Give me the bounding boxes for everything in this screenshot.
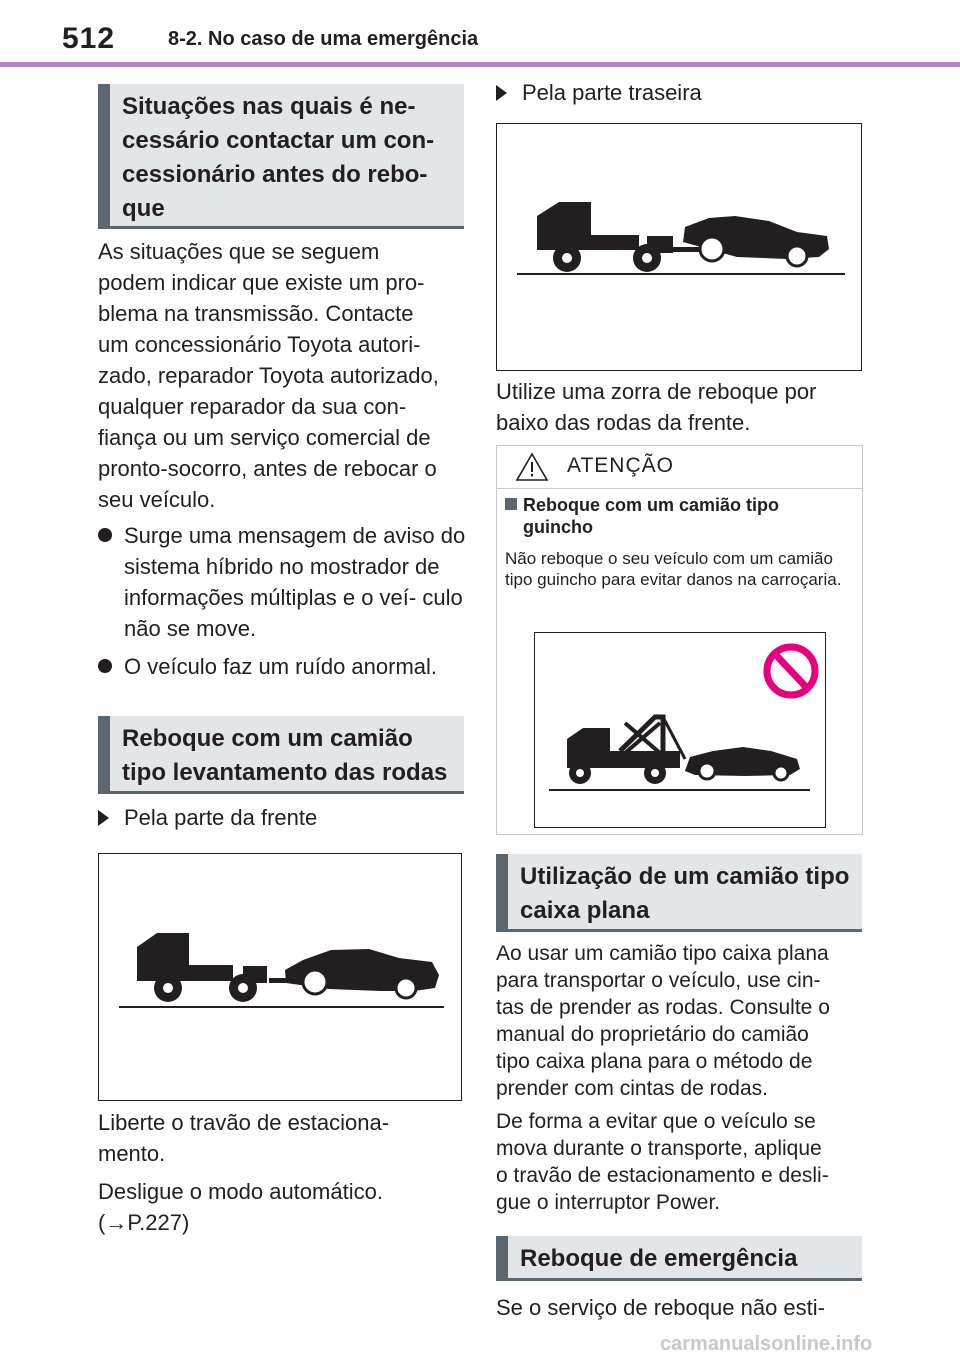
- paragraph-line: tipo caixa plana para o método de: [496, 1050, 813, 1073]
- section-heading-contact-dealer: Situações nas quais é ne- cessário contactar um con- cessionário antes do rebo- que: [98, 84, 464, 229]
- paragraph-line: fiança ou um serviço comercial de: [98, 425, 431, 450]
- front-label: Pela parte da frente: [98, 802, 454, 833]
- chapter-title: 8-2. No caso de uma emergência: [168, 28, 479, 50]
- contact-paragraph: [98, 236, 468, 515]
- paragraph-line: blema na transmissão. Contacte: [98, 301, 414, 326]
- caution-header: [497, 446, 862, 489]
- paragraph-line: para transportar o veículo, use cin-: [496, 969, 821, 992]
- page-number: 512: [62, 22, 116, 55]
- watermark: carmanualsonline.info: [660, 1333, 873, 1355]
- auto-mode-text: Desligue o modo automático.: [98, 1179, 383, 1204]
- caution-text: Não reboque o seu veículo com um camião tipo guincho para evitar danos na carroçaria.: [505, 549, 842, 589]
- caution-subtitle: Reboque com um camião tipo guincho: [505, 494, 843, 538]
- page-reference: (→P.227): [98, 1210, 190, 1235]
- bullet-item-abnormal-noise: O veículo faz um ruído anormal.: [98, 651, 484, 682]
- header-rule: [0, 62, 960, 67]
- caution-box: [496, 445, 863, 835]
- warning-triangle-icon: [515, 452, 549, 482]
- paragraph-line: manual do proprietário do camião: [496, 1023, 809, 1046]
- paragraph-line: gue o interruptor Power.: [496, 1191, 721, 1214]
- paragraph-line: prender com cintas de rodas.: [496, 1077, 768, 1100]
- paragraph-line: mova durante o transporte, aplique: [496, 1137, 822, 1160]
- figure-hook-truck-prohibited: [534, 632, 826, 828]
- section-heading-emergency-tow: Reboque de emergência: [496, 1236, 862, 1281]
- rear-tow-illustration: [497, 124, 861, 370]
- paragraph-line: pronto-socorro, antes de rebocar o: [98, 456, 437, 481]
- emergency-tow-text: Se o serviço de reboque não esti-: [496, 1295, 825, 1320]
- paragraph-line: qualquer reparador da sua con-: [98, 394, 407, 419]
- paragraph-line: um concessionário Toyota autori-: [98, 332, 421, 357]
- paragraph-line: Ao usar um camião tipo caixa plana: [496, 942, 829, 965]
- hook-truck-illustration: [535, 633, 825, 827]
- rear-label: Pela parte traseira: [496, 77, 852, 108]
- bullet-item-warning-message: Surge uma mensagem de aviso do sistema híbrido no mostrador de informações múltiplas e o veí- culo não se move.: [98, 520, 469, 644]
- figure-rear-tow: [496, 123, 862, 371]
- square-bullet-icon: [505, 498, 517, 510]
- paragraph-line: zado, reparador Toyota autorizado,: [98, 363, 439, 388]
- flatbed-paragraph-2: [496, 1108, 866, 1216]
- rear-instructions: Utilize uma zorra de reboque por baixo das rodas da frente.: [496, 379, 817, 435]
- arrow-bullet-icon: [98, 810, 109, 826]
- caution-title: ATENÇÃO: [567, 454, 674, 477]
- paragraph-line: o travão de estacionamento e desli-: [496, 1164, 829, 1187]
- paragraph-line: De forma a evitar que o veículo se: [496, 1110, 816, 1133]
- figure-front-tow: [98, 853, 462, 1101]
- paragraph-line: As situações que se seguem: [98, 239, 380, 264]
- section-heading-wheel-lift: Reboque com um camião tipo levantamento das rodas: [98, 716, 464, 794]
- front-tow-illustration: [99, 854, 461, 1100]
- section-heading-flatbed: Utilização de um camião tipo caixa plana: [496, 854, 862, 932]
- paragraph-line: seu veículo.: [98, 487, 216, 512]
- flatbed-paragraph-1: [496, 940, 866, 1102]
- paragraph-line: tas de prender as rodas. Consulte o: [496, 996, 830, 1019]
- arrow-bullet-icon: [496, 85, 507, 101]
- release-brake-text: Liberte o travão de estaciona- mento.: [98, 1110, 390, 1166]
- paragraph-line: podem indicar que existe um pro-: [98, 270, 425, 295]
